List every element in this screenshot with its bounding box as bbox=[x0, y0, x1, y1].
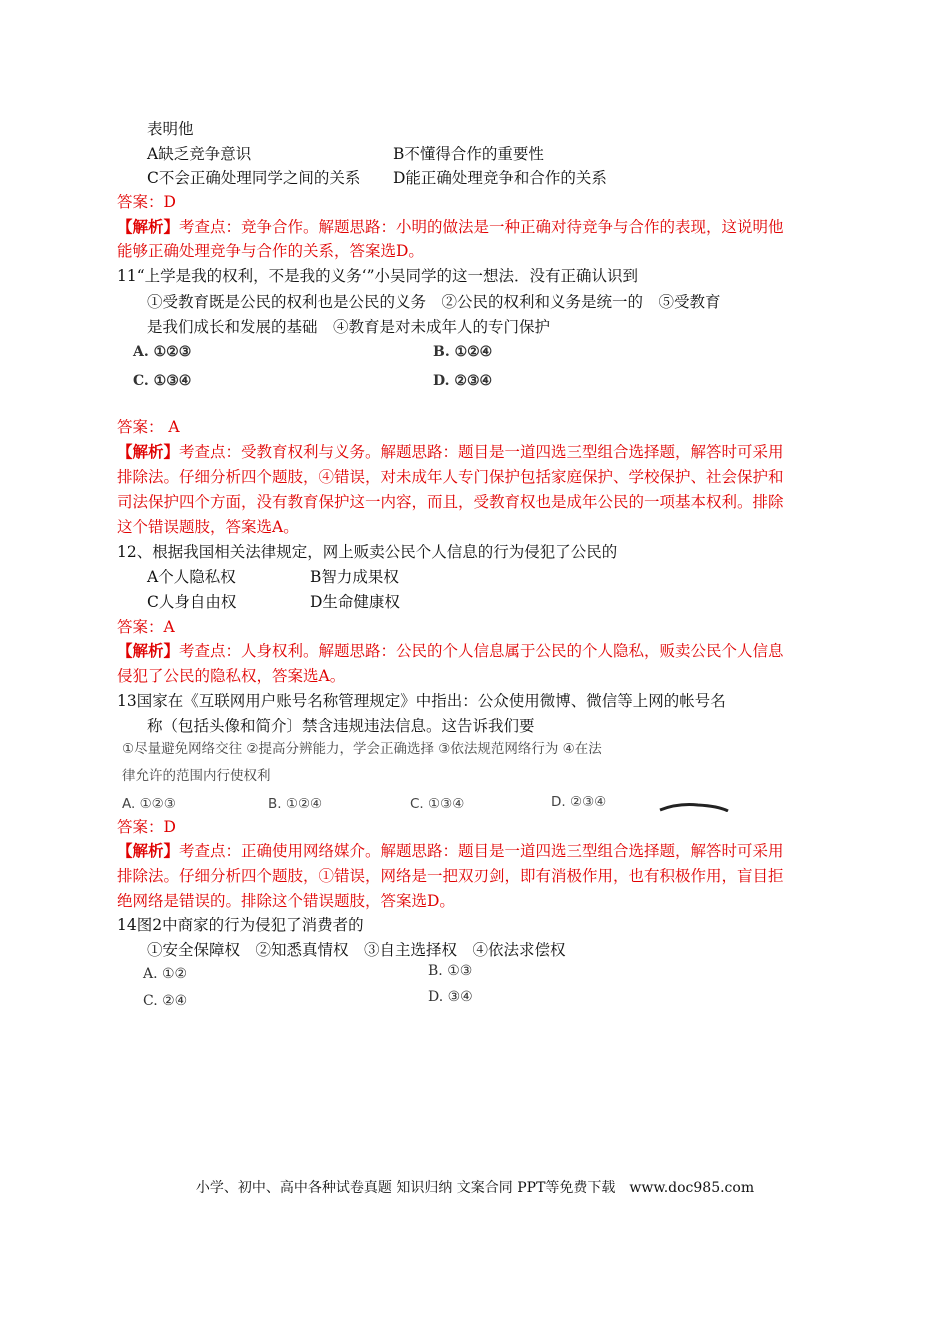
q11-analysis-line-1: 【解析】考查点：受教育权利与义务。解题思路：题目是一道四选三型组合选择题，解答时可采用 bbox=[117, 442, 784, 461]
q13-answer: 答案：D bbox=[117, 818, 176, 836]
q11-option-b: B. ①②④ bbox=[433, 344, 493, 360]
q11-analysis-line-2: 排除法。仔细分析四个题肢，④错误，对未成年人专门保护包括家庭保护、学校保护、社会保护和 bbox=[117, 468, 784, 486]
q12-analysis-line-2: 侵犯了公民的隐私权，答案选A。 bbox=[117, 667, 346, 685]
q10-answer: 答案：D bbox=[117, 193, 176, 211]
q13-option-d: D. ②③④ bbox=[551, 794, 607, 810]
q13-analysis-line-1: 【解析】考查点：正确使用网络媒介。解题思路：题目是一道四选三型组合选择题，解答时可采用 bbox=[117, 841, 784, 860]
q13-item-line-1: ①尽量避免网络交往 ②提高分辨能力，学会正确选择 ③依法规范网络行为 ④在法 bbox=[122, 741, 602, 757]
q13-option-c: C. ①③④ bbox=[410, 796, 465, 812]
q12-analysis-line-1: 【解析】考查点：人身权利。解题思路：公民的个人信息属于公民的个人隐私，贩卖公民个人信息 bbox=[117, 641, 784, 660]
q11-option-d: D. ②③④ bbox=[433, 373, 493, 389]
q10-analysis-line-2: 能够正确处理竞争与合作的关系，答案选D。 bbox=[117, 242, 424, 260]
q13-analysis-line-3: 绝网络是错误的。排除这个错误题肢，答案选D。 bbox=[117, 892, 455, 910]
q12-option-a: A个人隐私权 bbox=[147, 568, 236, 586]
q10-option-d: D能正确处理竞争和合作的关系 bbox=[393, 169, 607, 187]
q13-option-a: A. ①②③ bbox=[122, 796, 176, 812]
q10-option-c: C不会正确处理同学之间的关系 bbox=[147, 169, 361, 187]
q13-option-b: B. ①②④ bbox=[268, 796, 323, 812]
q14-option-c: C. ②④ bbox=[143, 993, 188, 1009]
q12-option-c: C人身自由权 bbox=[147, 593, 237, 611]
q11-analysis-tag: 【解析】 bbox=[117, 442, 180, 461]
q11-option-c: C. ①③④ bbox=[133, 373, 192, 389]
q13-stem-line-2: 称（包括头像和简介〕禁含违规违法信息。这告诉我们要 bbox=[147, 717, 535, 735]
q12-option-d: D生命健康权 bbox=[310, 593, 400, 611]
q14-option-a: A. ①② bbox=[143, 966, 188, 982]
scan-scribble-mark bbox=[658, 802, 730, 812]
q12-analysis-tag: 【解析】 bbox=[117, 641, 180, 660]
q14-option-d: D. ③④ bbox=[428, 989, 473, 1005]
q12-stem: 12、根据我国相关法律规定，网上贩卖公民个人信息的行为侵犯了公民的 bbox=[117, 543, 618, 561]
q12-option-b: B智力成果权 bbox=[310, 568, 399, 586]
q13-analysis-tag: 【解析】 bbox=[117, 841, 180, 860]
q11-item-line-1: ①受教育既是公民的权利也是公民的义务 ②公民的权利和义务是统一的 ⑤受教育 bbox=[147, 293, 721, 311]
q11-analysis-line-4: 这个错误题肢，答案选A。 bbox=[117, 518, 299, 536]
q13-analysis-line-2: 排除法。仔细分析四个题肢，①错误，网络是一把双刃剑，即有消极作用，也有积极作用，盲目拒 bbox=[117, 867, 784, 885]
q13-item-line-2: 律允许的范围内行使权利 bbox=[122, 768, 271, 784]
q11-analysis-line-3: 司法保护四个方面，没有教育保护这一内容，而且，受教育权也是成年公民的一项基本权利。排除 bbox=[117, 493, 784, 511]
q10-analysis-tag: 【解析】 bbox=[117, 217, 180, 236]
q12-answer: 答案：A bbox=[117, 618, 175, 636]
q11-answer: 答案： A bbox=[117, 418, 180, 436]
q14-stem: 14图2中商家的行为侵犯了消费者的 bbox=[117, 916, 364, 934]
q11-option-a: A. ①②③ bbox=[133, 344, 192, 360]
q10-option-b: B不懂得合作的重要性 bbox=[393, 145, 544, 163]
page-footer: 小学、初中、高中各种试卷真题 知识归纳 文案合同 PPT等免费下载 www.doc985.com bbox=[195, 1180, 755, 1196]
q14-option-b: B. ①③ bbox=[428, 963, 473, 979]
q11-item-line-2: 是我们成长和发展的基础 ④教育是对未成年人的专门保护 bbox=[147, 318, 551, 336]
q10-option-a: A缺乏竞争意识 bbox=[147, 145, 252, 163]
q14-items: ①安全保障权 ②知悉真情权 ③自主选择权 ④依法求偿权 bbox=[147, 941, 566, 959]
q11-stem: 11“上学是我的权利，不是我的义务‘”小吴同学的这一想法．没有正确认识到 bbox=[117, 267, 639, 285]
q10-analysis-line-1: 【解析】考查点：竞争合作。解题思路：小明的做法是一种正确对待竞争与合作的表现，这说明他 bbox=[117, 217, 784, 236]
q10-stem-tail: 表明他 bbox=[147, 120, 194, 138]
q13-stem-line-1: 13国家在《互联网用户账号名称管理规定》中指出：公众使用微博、微信等上网的帐号名 bbox=[117, 692, 726, 710]
